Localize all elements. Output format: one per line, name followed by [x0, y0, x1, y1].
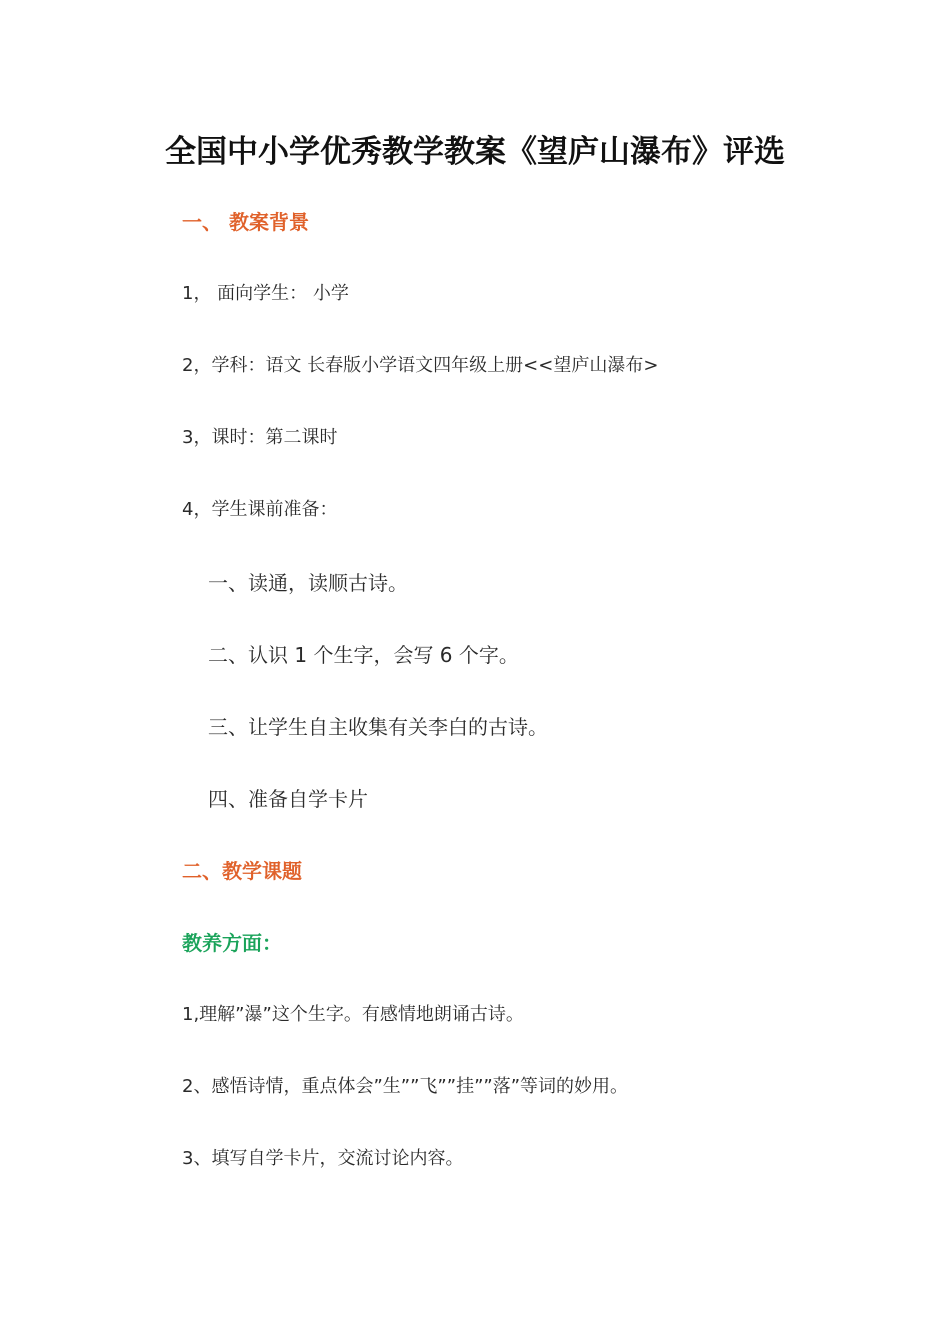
prep-item: 四、准备自学卡片 — [208, 787, 368, 811]
info-item-students: 1， 面向学生： 小学 — [182, 283, 349, 304]
prep-item: 三、让学生自主收集有关李白的古诗。 — [208, 715, 548, 739]
info-item-preparation: 4，学生课前准备： — [182, 499, 338, 520]
info-item-subject: 2，学科：语文 长春版小学语文四年级上册<<望庐山瀑布> — [182, 355, 659, 376]
prep-item: 一、读通，读顺古诗。 — [208, 571, 408, 595]
section-heading-topic: 二、教学课题 — [182, 859, 302, 883]
prep-item: 二、认识 1 个生字，会写 6 个字。 — [208, 643, 519, 667]
info-item-period: 3，课时：第二课时 — [182, 427, 338, 448]
goal-item: 2、感悟诗情，重点体会”生””飞””挂””落”等词的妙用。 — [182, 1076, 629, 1097]
document-title: 全国中小学优秀教学教案《望庐山瀑布》评选 — [165, 134, 785, 170]
subheading-cultivation: 教养方面： — [182, 931, 282, 955]
goal-item: 3、填写自学卡片，交流讨论内容。 — [182, 1148, 464, 1169]
section-heading-background: 一、 教案背景 — [182, 210, 309, 234]
goal-item: 1,理解”瀑”这个生字。有感情地朗诵古诗。 — [182, 1004, 524, 1025]
